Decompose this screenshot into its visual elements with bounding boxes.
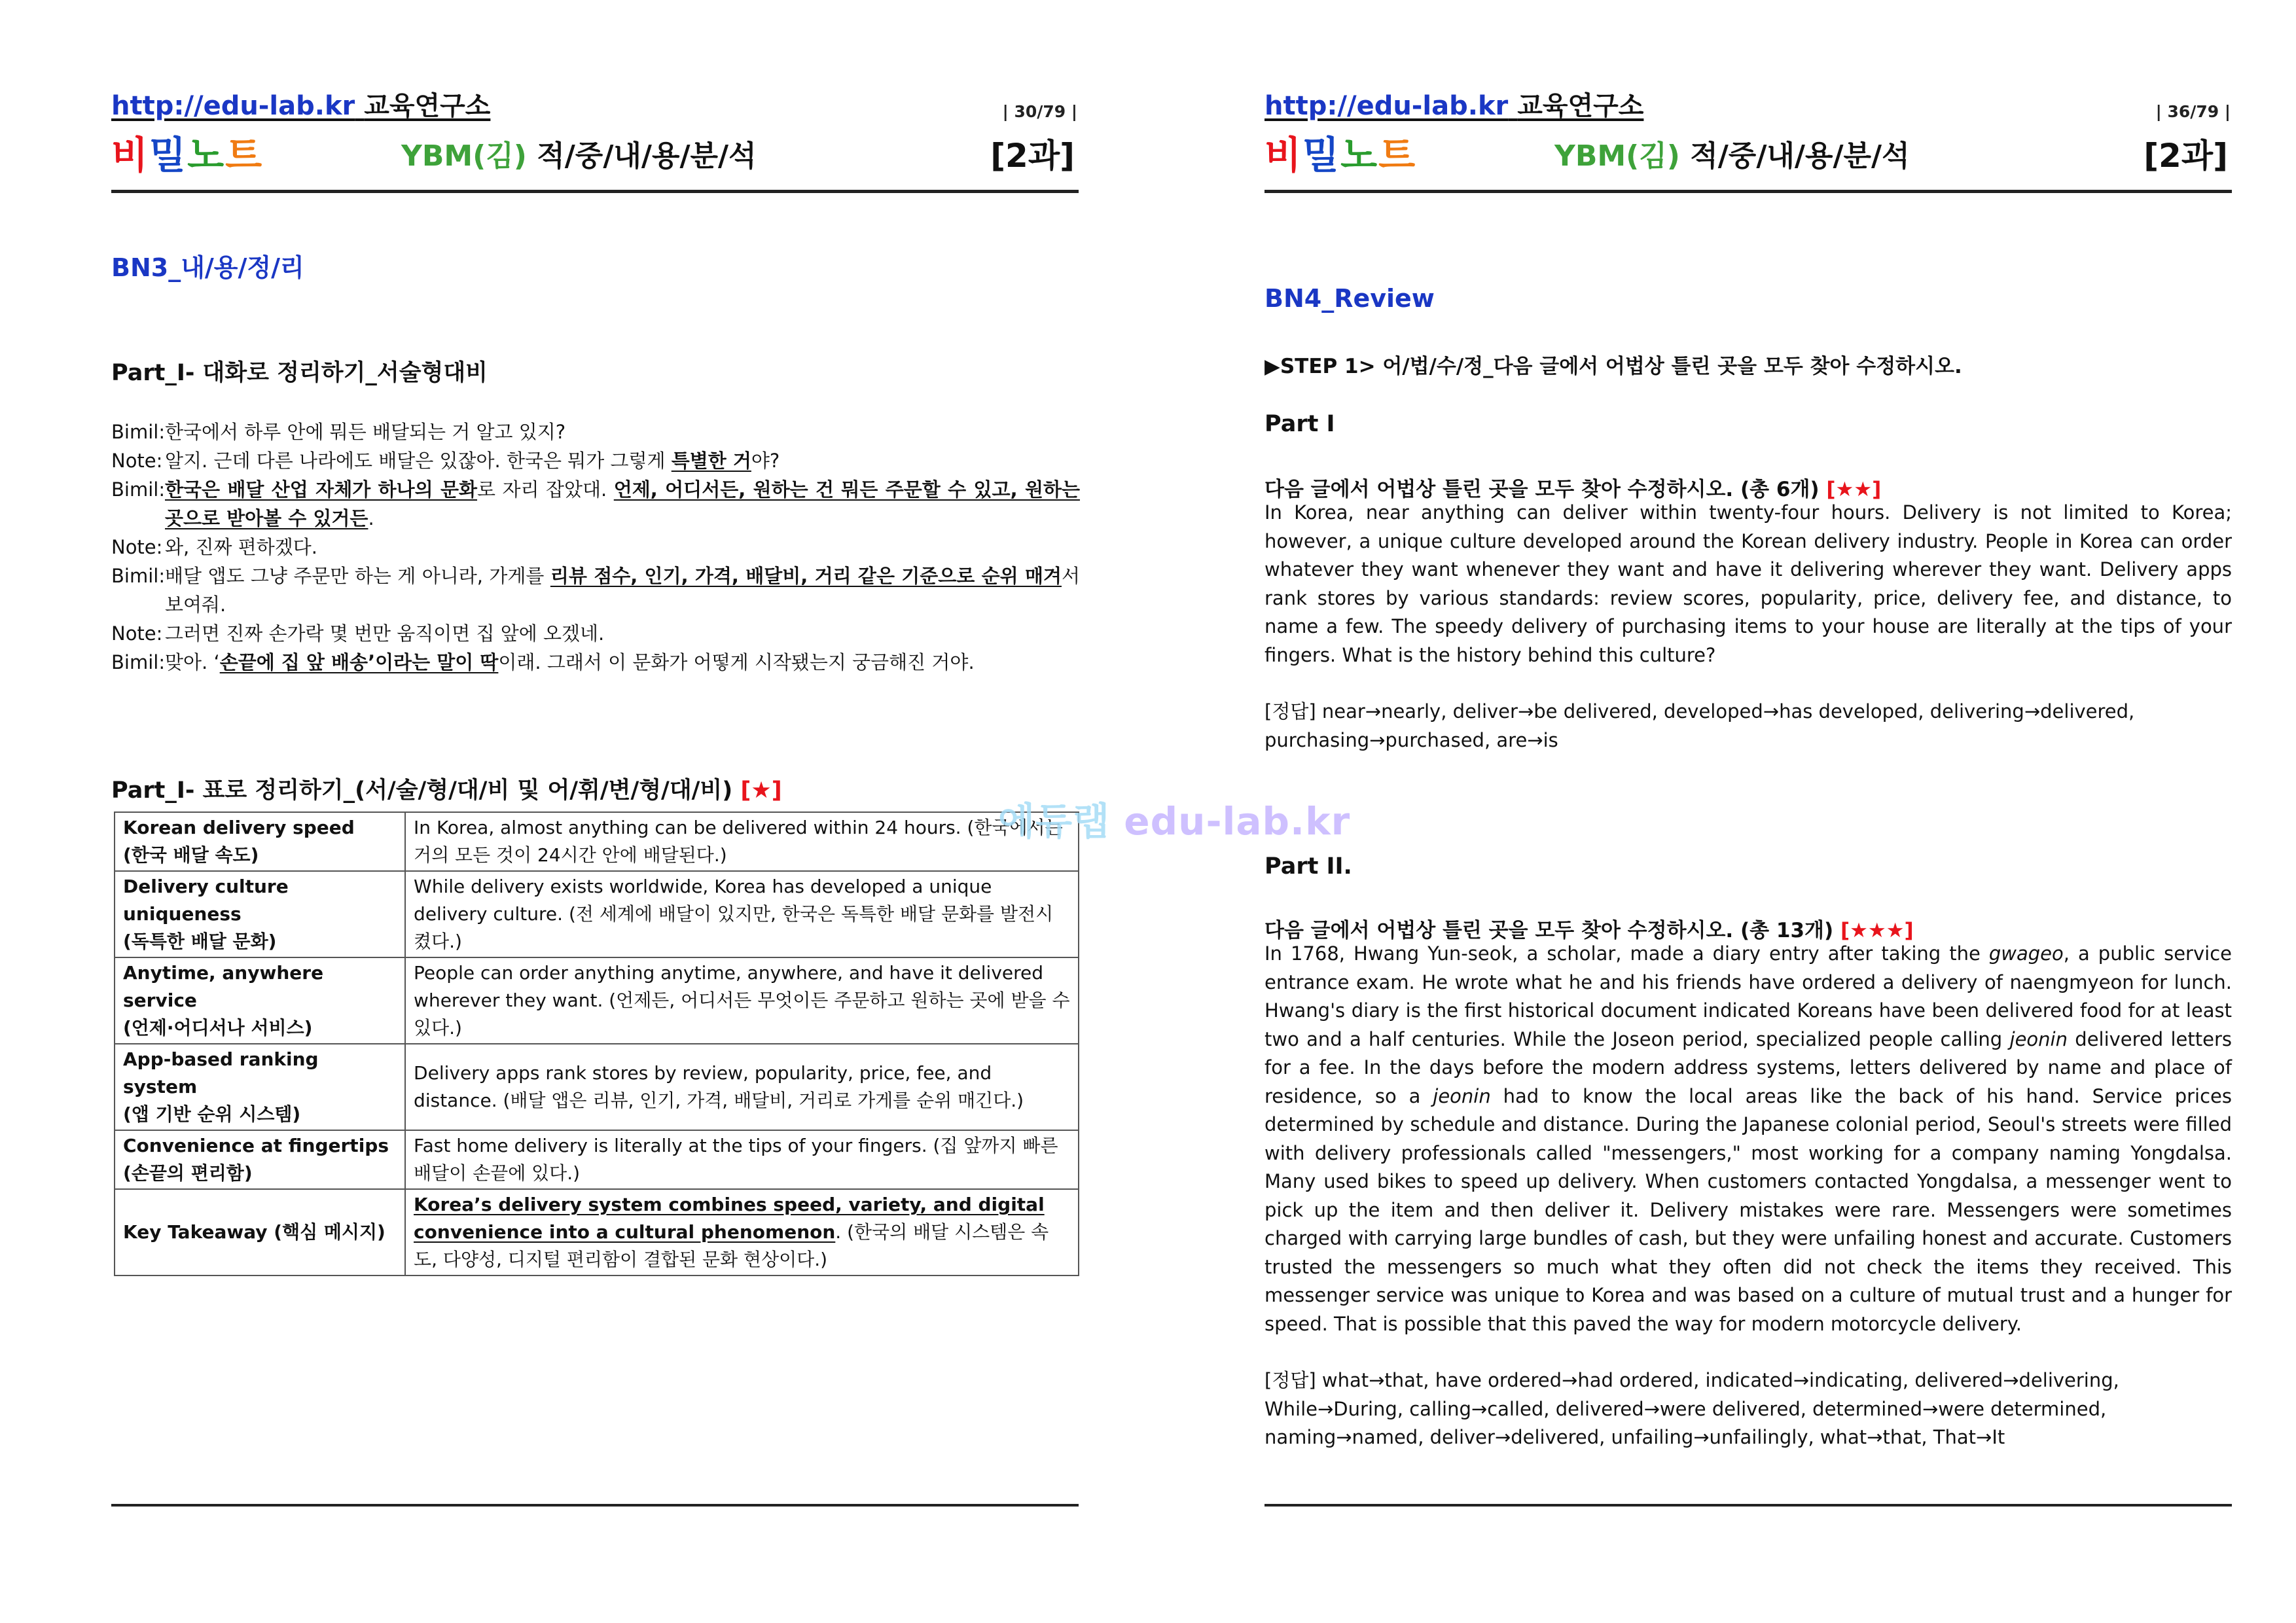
text-segment: 배달 앱도 그냥 주문만 하는 게 아니라, 가게를 [165, 565, 550, 587]
topic-cell [115, 871, 405, 957]
text-segment: delivered letters for a fee. In the days before the modern address systems, letters delivered by name and place of residence, so a [1265, 1027, 2233, 1107]
brand-char-1: 비 [111, 133, 150, 177]
course-title [401, 132, 757, 174]
site-link[interactable] [1265, 85, 1643, 122]
table-row [115, 1130, 1079, 1189]
part1-title: Part_I- 대화로 정리하기_서술형대비 [111, 360, 488, 386]
underlined-key-phrase: Korea’s delivery system combines speed, variety, and digital convenience into a cultural phenomenon [414, 1194, 1045, 1243]
dialog-text [165, 475, 1080, 533]
part2-passage [1265, 940, 2232, 1338]
text-segment: 맞아. ‘ [165, 651, 220, 673]
table-row [115, 1044, 1079, 1130]
dialog-text [165, 446, 1080, 475]
part2-title-text: Part_I- 표로 정리하기_(서/술/형/대/비 및 어/휘/변/형/대/비) [111, 777, 733, 804]
header-rule [111, 190, 1079, 193]
brand-char-3: 노 [187, 133, 226, 177]
text-segment: In 1768, Hwang Yun-seok, a scholar, made a diary entry after taking the [1265, 942, 1989, 965]
part2-answer [1265, 1366, 2232, 1452]
course-title [1554, 132, 1910, 174]
summary-cell [405, 871, 1079, 957]
dialog-line [111, 418, 1080, 446]
summary-cell [405, 957, 1079, 1044]
brand-char-1: 비 [1265, 133, 1303, 177]
topic-cell [115, 812, 405, 871]
topic-en: Convenience at fingertips [123, 1135, 389, 1156]
speaker-label: Bimil: [111, 478, 166, 501]
topic-en: App-based ranking system [123, 1048, 319, 1097]
text-segment: People can order anything anytime, anywhere, and have it delivered wherever they want. (언제든, 어디서든 무엇이든 주문하고 원하는 곳에 받을 수 있다.) [414, 962, 1070, 1039]
dialog-text [165, 418, 1080, 446]
text-segment: 그러면 진짜 손가락 몇 번만 움직이면 집 앞에 오겠네. [165, 622, 605, 645]
table-row [115, 1189, 1079, 1275]
topic-en: Anytime, anywhere service [123, 962, 324, 1011]
course-rest: 적/중/내/용/분/석 [1690, 139, 1910, 173]
text-segment: . [368, 507, 374, 529]
page-number: | 30/79 | [1002, 102, 1077, 121]
speaker-label: Bimil: [111, 651, 166, 673]
underlined-key-phrase: 손끝에 집 앞 배송’이라는 말이 딱 [219, 651, 499, 673]
summary-cell [405, 1044, 1079, 1130]
speaker-label: Note: [111, 622, 163, 645]
summary-cell [405, 1189, 1079, 1275]
text-segment: Delivery apps rank stores by review, popularity, price, fee, and distance. (배달 앱은 리뷰, 인기, 가격, 배달비, 거리로 가게를 순위 매긴다.) [414, 1062, 1024, 1111]
section-title: BN3_내/용/정/리 [111, 253, 304, 282]
dialog-line [111, 648, 1080, 677]
text-segment: Fast home delivery is literally at the tips of your fingers. (집 앞까지 빠른 배달이 손끝에 있다.) [414, 1135, 1058, 1184]
topic-ko: (손끝의 편리함) [123, 1162, 253, 1184]
part1-passage: In Korea, near anything can deliver within twenty-four hours. Delivery is not limited to Korea; however, a unique culture developed around the Korean delivery industry. People in Korea can order whatever they want whenever they want and have it delivering wherever they want. Delivery apps rank stores by various standards: review scores, popularity, price, delivery fee, and distance, to name a few. The speedy delivery of purchasing items to your house are literally at the tips of your fingers. What is the history behind this culture? [1265, 501, 2232, 666]
step-title: ▶STEP 1> 어/법/수/정_다음 글에서 어법상 틀린 곳을 모두 찾아 수정하시오. [1265, 355, 1962, 378]
dialog-line [111, 619, 1080, 648]
underlined-key-phrase: 언제, 어디서든, 원하는 건 뭐든 주문할 수 있고, 원하는 곳으로 받아볼 수 있거든 [165, 478, 1080, 529]
speaker-label: Bimil: [111, 421, 166, 443]
summary-table [114, 812, 1079, 1276]
lesson-label: [2과] [990, 137, 1075, 175]
text-segment: 야? [751, 450, 780, 472]
topic-en: Korean delivery speed [123, 817, 355, 838]
dialog-text [165, 562, 1080, 619]
text-segment: While delivery exists worldwide, Korea has developed a unique delivery culture. (전 세계에 배달이 있지만, 한국은 독특한 배달 문화를 발전시켰다.) [414, 876, 1054, 952]
topic-cell [115, 1189, 405, 1275]
site-url[interactable]: http://edu-lab.kr [1265, 91, 1509, 121]
text-segment: In Korea, almost anything can be delivered within 24 hours. (한국에서는 거의 모든 것이 24시간 안에 배달된다.) [414, 817, 1063, 866]
table-row [115, 812, 1079, 871]
part2-answer-line-2: While→During, calling→called, delivered→were delivered, determined→were determined, [1265, 1397, 2107, 1420]
watermark-en: edu-lab.kr [1124, 799, 1351, 844]
site-link[interactable] [111, 85, 490, 122]
dialog-text [165, 619, 1080, 648]
site-url[interactable]: http://edu-lab.kr [111, 91, 355, 121]
dialog-line [111, 533, 1080, 562]
section-title: BN4_Review [1265, 284, 1435, 313]
speaker-label: Note: [111, 536, 163, 558]
brand-char-4: 트 [225, 133, 264, 177]
page-number: | 36/79 | [2155, 102, 2231, 121]
topic-ko: (한국 배달 속도) [123, 844, 259, 866]
dialog-text [165, 648, 1080, 677]
speaker-label: Note: [111, 450, 163, 472]
part1-instruction-text: 다음 글에서 어법상 틀린 곳을 모두 찾아 수정하시오. (총 6개) [1265, 478, 1820, 501]
topic-ko: (언제·어디서나 서비스) [123, 1017, 313, 1039]
underlined-key-phrase: 리뷰 점수, 인기, 가격, 배달비, 거리 같은 기준으로 순위 매겨 [550, 565, 1062, 587]
lesson-label: [2과] [2144, 137, 2228, 175]
table-row [115, 957, 1079, 1044]
site-name: 교육연구소 [364, 91, 491, 121]
part2-instruction [1265, 914, 1914, 943]
course-prefix: YBM(김) [401, 139, 527, 173]
footer-rule [111, 1504, 1079, 1507]
italic-term: gwageo [1988, 942, 2064, 965]
part2-answer-line-1: [정답] what→that, have ordered→had ordered, indicated→indicating, delivered→delivering, [1265, 1369, 2119, 1391]
table-row [115, 871, 1079, 957]
dialog-line [111, 446, 1080, 475]
part2-instruction-text: 다음 글에서 어법상 틀린 곳을 모두 찾아 수정하시오. (총 13개) [1265, 919, 1834, 942]
brand-char-4: 트 [1378, 133, 1417, 177]
difficulty-stars: [★] [740, 777, 782, 804]
text-segment: 한국에서 하루 안에 뭐든 배달되는 거 알고 있지? [165, 421, 566, 443]
topic-cell [115, 1044, 405, 1130]
brand-char-2: 밀 [149, 133, 188, 177]
underlined-key-phrase: 특별한 거 [671, 450, 751, 472]
watermark-ko: 에듀랩 [998, 799, 1111, 844]
topic-en: Delivery culture uniqueness [123, 876, 289, 925]
italic-term: jeonin [2009, 1027, 2068, 1050]
part1-heading: Part I [1265, 411, 1335, 437]
text-segment: , a public service entrance exam. He wrote what he and his friends have ordered a delivery of naengmyeon for lunch. Hwang's diary is the first historical document indicated Koreans have been delivered food for at least two and a half centuries. While the Joseon period, specialized people calling [1265, 942, 2232, 1050]
topic-cell [115, 957, 405, 1044]
topic-en: Key Takeaway (핵심 메시지) [123, 1221, 386, 1243]
part1-answer [1265, 698, 2232, 755]
part2-answer-line-3: naming→named, deliver→delivered, unfailing→unfailingly, what→that, That→It [1265, 1426, 2005, 1448]
footer-rule [1265, 1504, 2232, 1507]
part1-stars: [★★] [1826, 478, 1882, 501]
underlined-key-phrase: 한국은 배달 산업 자체가 하나의 문화 [165, 478, 478, 501]
topic-cell [115, 1130, 405, 1189]
watermark [998, 791, 1350, 846]
part1-answer-line-1: [정답] near→nearly, deliver→be delivered, developed→has developed, delivering→delivered, [1265, 700, 2135, 722]
topic-ko: (독특한 배달 문화) [123, 931, 277, 952]
site-name: 교육연구소 [1517, 91, 1644, 121]
part1-instruction [1265, 473, 1881, 502]
text-segment: 알지. 근데 다른 나라에도 배달은 있잖아. 한국은 뭐가 그렇게 [165, 450, 672, 472]
summary-cell [405, 812, 1079, 871]
text-segment: . (한국의 배달 시스템은 속도, 다양성, 디지털 편리함이 결합된 문화 현상이다.) [414, 1221, 1049, 1270]
dialog-text [165, 533, 1080, 562]
dialog-box [111, 418, 1080, 677]
course-rest: 적/중/내/용/분/석 [537, 139, 757, 173]
part2-title [111, 772, 782, 805]
dialog-line [111, 475, 1080, 533]
brand-logo [111, 124, 263, 179]
part1-answer-line-2: purchasing→purchased, are→is [1265, 728, 1558, 751]
text-segment: had to know the local areas like the back of his hand. Service prices determined by schedule and distance. During the Japanese colonial period, Seoul's streets were filled with delivery professionals called "messengers," most working for a company naming Yongdalsa. Many used bikes to speed up delivery. When customers contacted Yongdalsa, a messenger went to pick up the item and then deliver it. Delivery mistakes were rare. Messengers were sometimes charged with carrying large bundles of cash, but they were unfailing honest and accurate. Customers trusted the messengers so much what they often did not check the items they received. This messenger service was unique to Korea and was based on a culture of mutual trust and a hunger for speed. That is possible that this paved the way for modern motorcycle delivery. [1265, 1084, 2232, 1335]
dialog-line [111, 562, 1080, 619]
part2-stars: [★★★] [1840, 919, 1914, 942]
text-segment: 와, 진짜 편하겠다. [165, 536, 317, 558]
brand-logo [1265, 124, 1416, 179]
text-segment: 이래. 그래서 이 문화가 어떻게 시작됐는지 궁금해진 거야. [498, 651, 975, 673]
text-segment: 서 보여줘. [165, 565, 1080, 616]
course-prefix: YBM(김) [1554, 139, 1680, 173]
italic-term: jeonin [1433, 1084, 1491, 1107]
part2-heading: Part II. [1265, 853, 1352, 880]
topic-ko: (앱 기반 순위 시스템) [123, 1103, 301, 1125]
summary-cell [405, 1130, 1079, 1189]
brand-char-3: 노 [1340, 133, 1379, 177]
speaker-label: Bimil: [111, 565, 166, 587]
brand-char-2: 밀 [1302, 133, 1341, 177]
header-rule [1265, 190, 2232, 193]
text-segment: 로 자리 잡았대. [477, 478, 614, 501]
